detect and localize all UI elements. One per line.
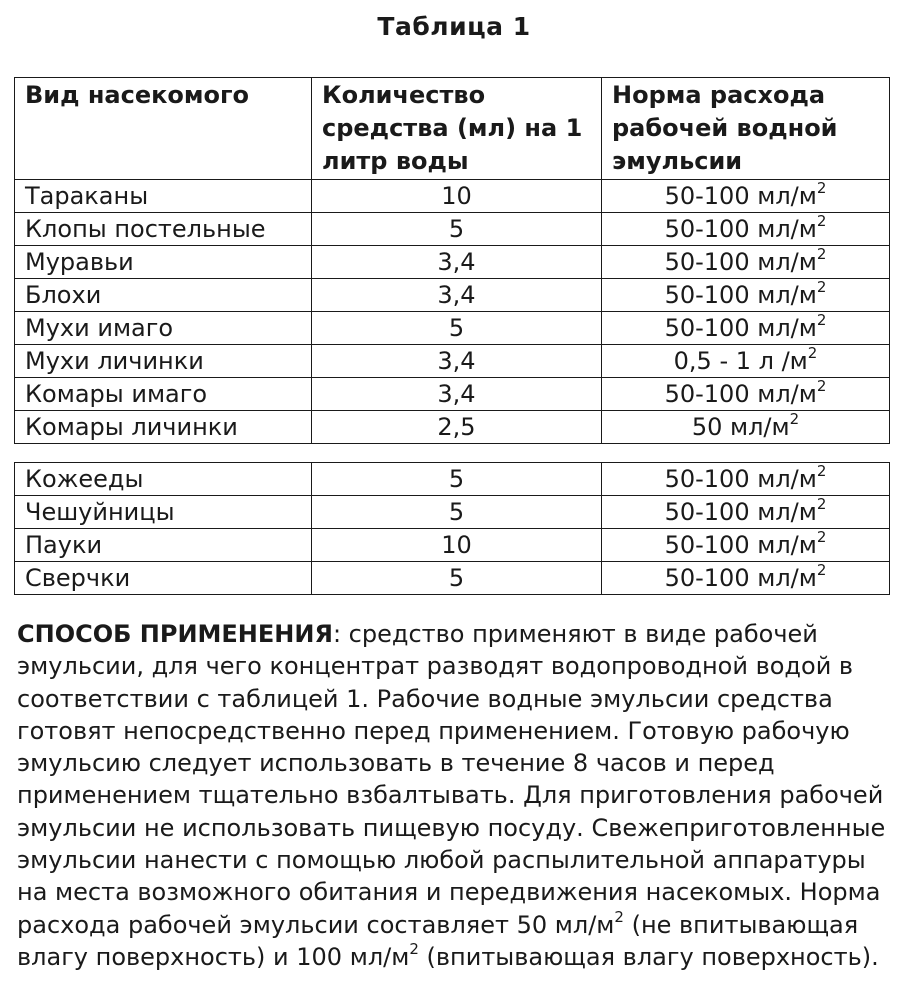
rate-cell: [602, 180, 890, 213]
insect-name-cell: Клопы постельные: [15, 213, 312, 246]
method-exp-1: 2: [614, 907, 624, 926]
amount-cell: 5: [312, 213, 602, 246]
rate-cell: [602, 529, 890, 562]
rate-exponent: 2: [807, 343, 818, 362]
rate-exponent: 2: [816, 310, 827, 329]
rate-value: 50-100 мл/м: [664, 313, 817, 342]
table-row: [15, 312, 890, 345]
amount-cell: 2,5: [312, 411, 602, 444]
insect-name-cell: Чешуйницы: [15, 496, 312, 529]
rate-value: 50-100 мл/м: [664, 464, 817, 493]
amount-cell: 5: [312, 496, 602, 529]
rate-value: 50-100 мл/м: [664, 497, 817, 526]
rate-cell: [602, 411, 890, 444]
rate-exponent: 2: [816, 244, 827, 263]
rate-cell: [602, 496, 890, 529]
amount-cell: 3,4: [312, 246, 602, 279]
rate-cell: [602, 246, 890, 279]
amount-cell: 5: [312, 562, 602, 595]
dosage-table-main: [14, 77, 890, 444]
insect-name-cell: Сверчки: [15, 562, 312, 595]
rate-cell: [602, 279, 890, 312]
amount-cell: 3,4: [312, 378, 602, 411]
rate-cell: [602, 378, 890, 411]
table-row: [15, 463, 890, 496]
rate-value: 50-100 мл/м: [664, 247, 817, 276]
table-row: [15, 378, 890, 411]
amount-cell: 5: [312, 312, 602, 345]
table-row: [15, 180, 890, 213]
rate-value: 50-100 мл/м: [664, 530, 817, 559]
rate-exponent: 2: [816, 277, 827, 296]
table-row: [15, 345, 890, 378]
rate-exponent: 2: [816, 376, 827, 395]
rate-exponent: 2: [789, 409, 800, 428]
amount-cell: 10: [312, 180, 602, 213]
rate-value: 0,5 - 1 л /м: [673, 346, 808, 375]
header-consumption-rate: Норма расхода рабочей водной эмульсии: [602, 78, 890, 180]
rate-cell: [602, 213, 890, 246]
amount-cell: 3,4: [312, 345, 602, 378]
header-insect-type: Вид насекомого: [15, 78, 312, 180]
insect-name-cell: Комары личинки: [15, 411, 312, 444]
dosage-table-extra: [14, 462, 890, 595]
table-row: [15, 411, 890, 444]
rate-exponent: 2: [816, 560, 827, 579]
method-text-3: (впитывающая влагу поверхность).: [418, 942, 879, 971]
rate-cell: [602, 312, 890, 345]
amount-cell: 10: [312, 529, 602, 562]
rate-cell: [602, 562, 890, 595]
insect-name-cell: Тараканы: [15, 180, 312, 213]
table-row: [15, 562, 890, 595]
insect-name-cell: Кожееды: [15, 463, 312, 496]
rate-exponent: 2: [816, 178, 827, 197]
rate-exponent: 2: [816, 211, 827, 230]
rate-exponent: 2: [816, 494, 827, 513]
table-row: [15, 246, 890, 279]
rate-exponent: 2: [816, 527, 827, 546]
rate-exponent: 2: [816, 461, 827, 480]
insect-name-cell: Пауки: [15, 529, 312, 562]
insect-name-cell: Комары имаго: [15, 378, 312, 411]
insect-name-cell: Мухи личинки: [15, 345, 312, 378]
table-title: Таблица 1: [377, 12, 531, 41]
header-amount: Количество средства (мл) на 1 литр воды: [312, 78, 602, 180]
rate-cell: [602, 345, 890, 378]
rate-cell: [602, 463, 890, 496]
rate-value: 50-100 мл/м: [664, 181, 817, 210]
method-exp-2: 2: [409, 939, 419, 958]
method-heading: СПОСОБ ПРИМЕНЕНИЯ: [17, 620, 333, 648]
insect-name-cell: Мухи имаго: [15, 312, 312, 345]
insect-name-cell: Блохи: [15, 279, 312, 312]
rate-value: 50-100 мл/м: [664, 379, 817, 408]
amount-cell: 3,4: [312, 279, 602, 312]
table-row: [15, 529, 890, 562]
rate-value: 50-100 мл/м: [664, 214, 817, 243]
insect-name-cell: Муравьи: [15, 246, 312, 279]
method-text-2: (не впитывающая влагу поверхность) и 100 мл/м: [17, 910, 859, 971]
table-row: [15, 213, 890, 246]
method-text-1: : средство применяют в виде рабочей эмульсии, для чего концентрат разводят водопроводной водой в соответствии с таблицей 1. Рабочие водные эмульсии средства готовят непосредственно перед применением. Готовую рабочую эмульсию следует использовать в течение 8 часов и перед применением тщательно взбалтывать. Для приготовления рабочей эмульсии не использовать пищевую посуду. Свежеприготовленные эмульсии нанести с помощью любой распылительной аппаратуры на места возможного обитания и передвижения насекомых. Норма расхода рабочей эмульсии составляет 50 мл/м: [17, 620, 886, 939]
rate-value: 50 мл/м: [691, 412, 790, 441]
rate-value: 50-100 мл/м: [664, 563, 817, 592]
table-row: [15, 279, 890, 312]
amount-cell: 5: [312, 463, 602, 496]
rate-value: 50-100 мл/м: [664, 280, 817, 309]
table-row: [15, 496, 890, 529]
table-header-row: [15, 78, 890, 180]
application-method-paragraph: [17, 618, 897, 973]
